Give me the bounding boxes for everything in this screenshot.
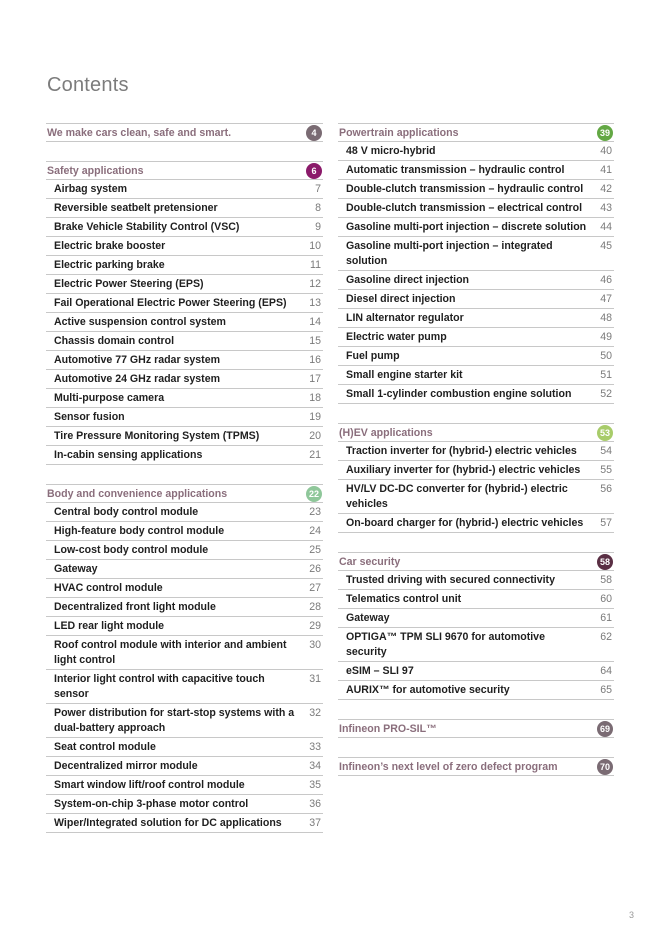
toc-entry-page: 19 <box>309 411 321 423</box>
toc-entry[interactable] <box>338 571 614 590</box>
toc-entry[interactable] <box>338 681 614 700</box>
toc-entry[interactable] <box>338 385 614 404</box>
toc-entry-label: eSIM – SLI 97 <box>346 665 414 677</box>
toc-section-heading[interactable] <box>338 123 614 142</box>
toc-entry-page: 28 <box>309 601 321 613</box>
toc-entry-label: Airbag system <box>54 183 128 195</box>
toc-entry-page: 10 <box>309 240 321 252</box>
toc-entry-page: 29 <box>309 620 321 632</box>
toc-entry-label: Central body control module <box>54 506 199 518</box>
toc-entry-page: 37 <box>309 817 321 829</box>
toc-entry-page: 45 <box>600 240 612 252</box>
section-heading-label: Infineon PRO-SIL™ <box>339 722 437 735</box>
toc-entry-label: HVAC control module <box>54 582 163 594</box>
toc-entry[interactable] <box>46 670 323 704</box>
toc-entry[interactable] <box>46 560 323 579</box>
toc-entry-label: Electric water pump <box>346 331 447 343</box>
toc-entry[interactable] <box>46 237 323 256</box>
toc-section-powertrain-applications <box>338 123 614 404</box>
toc-entry[interactable] <box>338 609 614 628</box>
toc-entry[interactable] <box>46 294 323 313</box>
toc-entry-label: Interior light control with capacitive touch sensor <box>54 673 265 700</box>
toc-entry-label: Small 1-cylinder combustion engine solution <box>346 388 572 400</box>
toc-entry[interactable] <box>46 199 323 218</box>
toc-entry[interactable] <box>46 579 323 598</box>
toc-entry-label: Roof control module with interior and ambient light control <box>54 639 287 666</box>
toc-section-infineon-pro-sil <box>338 719 614 738</box>
toc-entry[interactable] <box>46 704 323 738</box>
toc-entry[interactable] <box>338 199 614 218</box>
section-page-badge: 39 <box>597 125 613 141</box>
toc-entry-label: In-cabin sensing applications <box>54 449 203 461</box>
page-number: 3 <box>628 910 634 920</box>
toc-entry-page: 30 <box>309 639 321 651</box>
toc-entry-label: AURIX™ for automotive security <box>346 684 510 696</box>
toc-entry[interactable] <box>338 366 614 385</box>
toc-entry-label: Electric Power Steering (EPS) <box>54 278 204 290</box>
section-page-badge: 53 <box>597 425 613 441</box>
toc-entry-page: 16 <box>309 354 321 366</box>
toc-entry-page: 8 <box>315 202 321 214</box>
section-heading-label: Car security <box>339 555 401 568</box>
toc-entry[interactable] <box>46 446 323 465</box>
toc-entry-label: Fail Operational Electric Power Steering (EPS) <box>54 297 287 309</box>
toc-entry-page: 34 <box>309 760 321 772</box>
toc-entry-label: Reversible seatbelt pretensioner <box>54 202 218 214</box>
toc-section-heading[interactable] <box>338 552 614 571</box>
toc-entry-label: Automotive 24 GHz radar system <box>54 373 221 385</box>
toc-entry-page: 54 <box>600 445 612 457</box>
section-spacer <box>46 142 323 161</box>
toc-entry-label: Double-clutch transmission – hydraulic control <box>346 183 584 195</box>
toc-entry-page: 23 <box>309 506 321 518</box>
toc-entry[interactable] <box>338 347 614 366</box>
toc-entry-page: 58 <box>600 574 612 586</box>
toc-entry-label: Automatic transmission – hydraulic control <box>346 164 565 176</box>
toc-entry[interactable] <box>338 480 614 514</box>
section-page-badge: 6 <box>306 163 322 179</box>
section-heading-label: We make cars clean, safe and smart. <box>47 126 232 139</box>
toc-entry-label: Small engine starter kit <box>346 369 463 381</box>
toc-entry-label: Automotive 77 GHz radar system <box>54 354 221 366</box>
toc-entry[interactable] <box>46 636 323 670</box>
toc-entry[interactable] <box>338 218 614 237</box>
toc-entry-label: Electric brake booster <box>54 240 166 252</box>
toc-entry[interactable] <box>338 442 614 461</box>
toc-section-heading[interactable] <box>338 719 614 738</box>
toc-entry-page: 35 <box>309 779 321 791</box>
toc-entry-page: 13 <box>309 297 321 309</box>
section-spacer <box>338 700 614 719</box>
section-page-badge: 70 <box>597 759 613 775</box>
toc-entry-label: High-feature body control module <box>54 525 225 537</box>
toc-entry-label: Telematics control unit <box>346 593 462 605</box>
toc-entry-page: 24 <box>309 525 321 537</box>
toc-entry[interactable] <box>338 290 614 309</box>
toc-entry-label: Gasoline direct injection <box>346 274 470 286</box>
toc-entry[interactable] <box>46 275 323 294</box>
toc-entry[interactable] <box>46 617 323 636</box>
section-spacer <box>338 533 614 552</box>
toc-entry[interactable] <box>46 351 323 370</box>
toc-entry[interactable] <box>46 522 323 541</box>
toc-entry-page: 11 <box>310 259 321 271</box>
toc-entry[interactable] <box>46 370 323 389</box>
toc-entry-page: 56 <box>600 483 612 495</box>
toc-entry-label: Trusted driving with secured connectivity <box>346 574 555 586</box>
toc-entry-page: 33 <box>309 741 321 753</box>
toc-entry-page: 25 <box>309 544 321 556</box>
toc-entry-label: Tire Pressure Monitoring System (TPMS) <box>54 430 260 442</box>
toc-entry-page: 46 <box>600 274 612 286</box>
toc-entry-label: Multi-purpose camera <box>54 392 165 404</box>
toc-entry[interactable] <box>46 180 323 199</box>
toc-entry-page: 20 <box>309 430 321 442</box>
toc-entry[interactable] <box>338 461 614 480</box>
toc-section-heading[interactable] <box>338 423 614 442</box>
toc-entry[interactable] <box>46 795 323 814</box>
toc-entry-page: 12 <box>309 278 321 290</box>
toc-entry[interactable] <box>338 161 614 180</box>
toc-entry-label: Brake Vehicle Stability Control (VSC) <box>54 221 240 233</box>
toc-section-heading[interactable] <box>46 484 323 503</box>
toc-entry-page: 32 <box>309 707 321 719</box>
toc-entry-label: LED rear light module <box>54 620 165 632</box>
toc-entry-label: Electric parking brake <box>54 259 165 271</box>
toc-section-body-and-convenience-applications <box>46 484 323 833</box>
toc-section-car-security <box>338 552 614 700</box>
toc-entry[interactable] <box>46 389 323 408</box>
toc-entry[interactable] <box>46 427 323 446</box>
toc-entry-page: 18 <box>309 392 321 404</box>
section-heading-label: Powertrain applications <box>339 126 459 139</box>
toc-entry-page: 60 <box>600 593 612 605</box>
toc-entry[interactable] <box>46 757 323 776</box>
toc-entry-label: On-board charger for (hybrid-) electric vehicles <box>346 517 584 529</box>
toc-entry-page: 49 <box>600 331 612 343</box>
toc-entry-page: 48 <box>600 312 612 324</box>
toc-entry-page: 65 <box>600 684 612 696</box>
toc-entry-page: 51 <box>600 369 612 381</box>
section-page-badge: 58 <box>597 554 613 570</box>
toc-entry-label: Seat control module <box>54 741 156 753</box>
toc-entry-label: Diesel direct injection <box>346 293 456 305</box>
toc-entry-page: 50 <box>600 350 612 362</box>
section-page-badge: 4 <box>306 125 322 141</box>
toc-entry-label: OPTIGA™ TPM SLI 9670 for automotive security <box>346 631 545 658</box>
toc-entry[interactable] <box>338 628 614 662</box>
toc-entry[interactable] <box>46 218 323 237</box>
toc-entry[interactable] <box>46 738 323 757</box>
toc-entry-page: 14 <box>309 316 321 328</box>
section-spacer <box>338 738 614 757</box>
toc-entry-page: 31 <box>309 673 321 685</box>
toc-entry-label: Double-clutch transmission – electrical control <box>346 202 583 214</box>
section-spacer <box>46 465 323 484</box>
toc-entry-page: 52 <box>600 388 612 400</box>
toc-entry-page: 9 <box>315 221 321 233</box>
toc-entry-page: 64 <box>600 665 612 677</box>
contents-right-column <box>338 123 614 776</box>
toc-entry-label: LIN alternator regulator <box>346 312 464 324</box>
toc-entry-label: Sensor fusion <box>54 411 125 423</box>
toc-entry-page: 36 <box>309 798 321 810</box>
section-heading-label: (H)EV applications <box>339 426 433 439</box>
toc-entry-page: 15 <box>309 335 321 347</box>
toc-entry-label: Low-cost body control module <box>54 544 209 556</box>
toc-entry-label: Chassis domain control <box>54 335 175 347</box>
toc-entry[interactable] <box>46 313 323 332</box>
toc-entry-label: Gateway <box>54 563 98 575</box>
contents-left-column <box>46 123 323 833</box>
toc-entry-page: 21 <box>309 449 321 461</box>
toc-entry[interactable] <box>338 309 614 328</box>
toc-entry[interactable] <box>338 237 614 271</box>
section-spacer <box>338 404 614 423</box>
toc-entry[interactable] <box>46 408 323 427</box>
toc-entry-label: Auxiliary inverter for (hybrid-) electric vehicles <box>346 464 581 476</box>
toc-entry-label: Decentralized mirror module <box>54 760 198 772</box>
toc-entry[interactable] <box>338 142 614 161</box>
toc-entry-page: 40 <box>600 145 612 157</box>
toc-entry-label: Gasoline multi-port injection – integrated solution <box>346 240 553 267</box>
toc-entry-label: Smart window lift/roof control module <box>54 779 245 791</box>
toc-entry-label: Active suspension control system <box>54 316 226 328</box>
toc-entry-page: 47 <box>600 293 612 305</box>
section-heading-label: Body and convenience applications <box>47 487 228 500</box>
toc-entry[interactable] <box>338 180 614 199</box>
toc-entry[interactable] <box>46 541 323 560</box>
toc-entry-page: 55 <box>600 464 612 476</box>
toc-entry-page: 27 <box>309 582 321 594</box>
toc-entry[interactable] <box>338 662 614 681</box>
toc-entry[interactable] <box>46 256 323 275</box>
toc-entry[interactable] <box>46 332 323 351</box>
page-title: Contents <box>47 74 129 96</box>
toc-entry[interactable] <box>338 590 614 609</box>
toc-entry-page: 43 <box>600 202 612 214</box>
toc-entry[interactable] <box>338 514 614 533</box>
toc-entry-label: 48 V micro-hybrid <box>346 145 436 157</box>
toc-entry-label: Traction inverter for (hybrid-) electric vehicles <box>346 445 577 457</box>
toc-entry-label: Fuel pump <box>346 350 400 362</box>
section-heading-label: Infineon’s next level of zero defect program <box>339 760 558 773</box>
toc-entry[interactable] <box>338 271 614 290</box>
toc-section-safety-applications <box>46 161 323 465</box>
toc-entry-label: Gateway <box>346 612 390 624</box>
toc-entry-page: 62 <box>600 631 612 643</box>
toc-entry-label: Wiper/Integrated solution for DC applications <box>54 817 282 829</box>
toc-section-h-ev-applications <box>338 423 614 533</box>
toc-entry-page: 42 <box>600 183 612 195</box>
section-page-badge: 22 <box>306 486 322 502</box>
toc-entry[interactable] <box>46 814 323 833</box>
toc-entry-label: Gasoline multi-port injection – discrete solution <box>346 221 587 233</box>
toc-entry-page: 41 <box>600 164 612 176</box>
toc-entry-label: Power distribution for start-stop systems with a dual-battery approach <box>54 707 295 734</box>
toc-entry-page: 61 <box>600 612 612 624</box>
toc-entry-page: 17 <box>309 373 321 385</box>
toc-entry-label: Decentralized front light module <box>54 601 216 613</box>
toc-entry-page: 7 <box>315 183 321 195</box>
toc-entry[interactable] <box>46 503 323 522</box>
toc-section-heading[interactable] <box>46 161 323 180</box>
toc-entry[interactable] <box>338 328 614 347</box>
toc-entry[interactable] <box>46 776 323 795</box>
toc-entry-page: 26 <box>309 563 321 575</box>
toc-entry-label: System-on-chip 3-phase motor control <box>54 798 249 810</box>
toc-entry-page: 57 <box>600 517 612 529</box>
toc-section-we-make-cars-clean-safe-and-smart <box>46 123 323 142</box>
section-heading-label: Safety applications <box>47 164 144 177</box>
section-page-badge: 69 <box>597 721 613 737</box>
toc-entry[interactable] <box>46 598 323 617</box>
toc-section-infineon-s-next-level-of-zero-defect-program <box>338 757 614 776</box>
toc-section-heading[interactable] <box>338 757 614 776</box>
toc-entry-page: 44 <box>600 221 612 233</box>
toc-section-heading[interactable] <box>46 123 323 142</box>
toc-entry-label: HV/LV DC-DC converter for (hybrid-) electric vehicles <box>346 483 568 510</box>
